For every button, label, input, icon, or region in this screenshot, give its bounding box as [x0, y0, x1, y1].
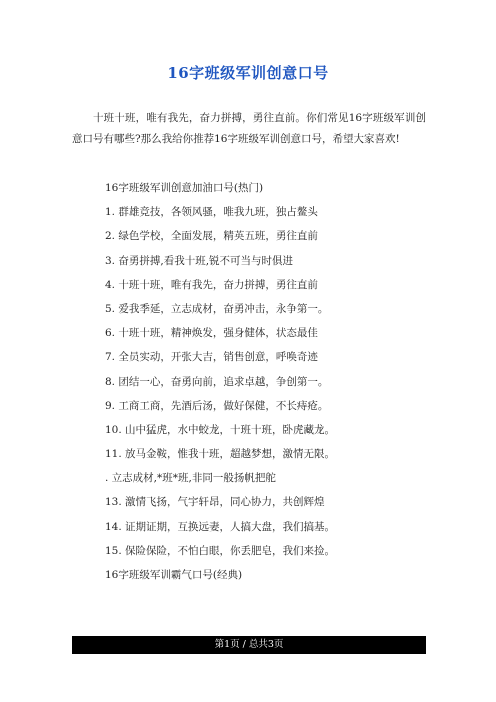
- list-item: 14. 证期证期，互换远妻，人搞大盘，我们搞基。: [105, 520, 336, 533]
- list-item: 11. 放马金鞍，惟我十班，超越梦想，激情无限。: [105, 448, 336, 461]
- list-item: 10. 山中猛虎，水中蛟龙，十班十班，卧虎藏龙。: [105, 423, 336, 436]
- list-item: 15. 保险保险，不怕白眼，你丢肥皂，我们来捡。: [105, 544, 336, 557]
- document-title: 16字班级军训创意口号: [167, 64, 329, 82]
- section-heading-hot: 16字班级军训创意加油口号(热门): [105, 182, 264, 194]
- section-heading-classic: 16字班级军训霸气口号(经典): [105, 569, 243, 581]
- list-item: 4. 十班十班，唯有我先，奋力拼搏，勇往直前: [105, 278, 318, 291]
- list-item: 6. 十班十班，精神焕发，强身健体，状态最佳: [105, 327, 318, 340]
- intro-paragraph: 十班十班，唯有我先，奋力拼搏，勇往直前。你们常见16字班级军训创意口号有哪些?那么我给你推荐16字班级军训创意口号，希望大家喜欢!: [72, 112, 426, 145]
- list-item: 9. 工商工商，先酒后汤，做好保健，不长痔疮。: [105, 399, 329, 412]
- list-item: 2. 绿色学校，全面发展，精英五班，勇往直前: [105, 230, 318, 243]
- list-item: 3. 奋勇拼搏,看我十班,锐不可当与时俱进: [105, 254, 294, 267]
- page-footer: 第1页 / 总共3页: [72, 636, 426, 654]
- slogan-list: [72, 176, 432, 587]
- list-item: 1. 群雄竞技，各领风骚，唯我九班，独占鳌头: [105, 206, 318, 219]
- list-item: 5. 爱我季延，立志成材，奋勇冲击，永争第一。: [105, 302, 329, 315]
- list-item: 8. 团结一心，奋勇向前，追求卓越，争创第一。: [105, 375, 329, 388]
- list-item: 7. 全员实动，开张大吉，销售创意，呼唤奇迹: [105, 351, 318, 364]
- list-item: 13. 激情飞扬，气宇轩昂，同心协力，共创辉煌: [105, 496, 325, 509]
- list-item: . 立志成材,*班*班,非同一般扬帆把舵: [105, 472, 276, 485]
